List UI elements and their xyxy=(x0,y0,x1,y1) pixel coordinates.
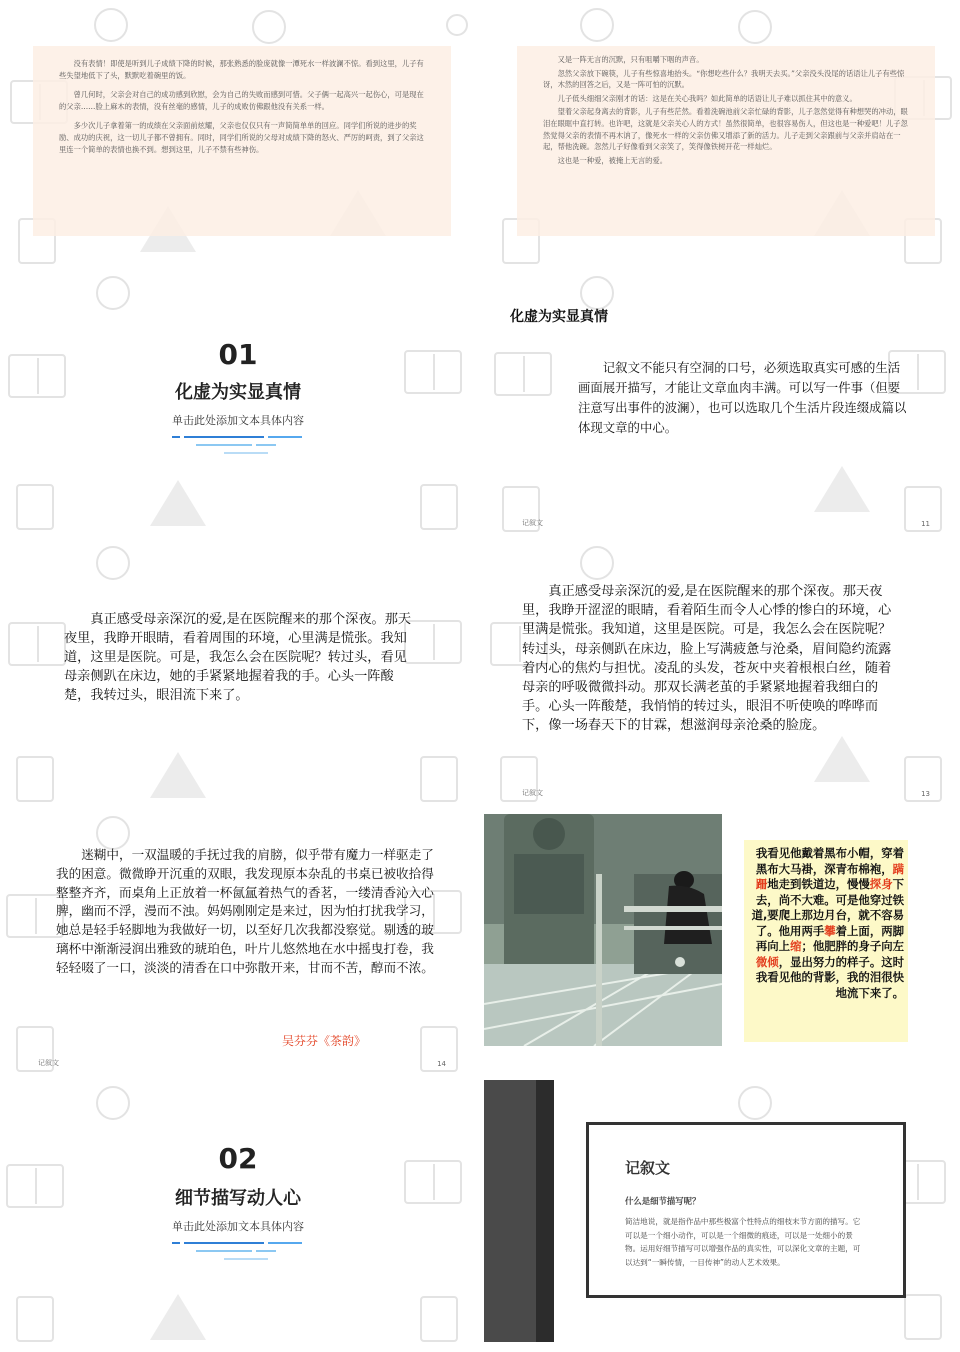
page-number: 13 xyxy=(921,790,930,798)
da-book-icon xyxy=(420,1296,458,1342)
definition-card xyxy=(586,1122,906,1298)
card-question: 什么是细节描写呢？ xyxy=(625,1196,701,1206)
section-title: 细节描写动人心 xyxy=(175,1188,301,1209)
calendar-icon xyxy=(580,546,614,580)
calendar-icon xyxy=(94,8,128,42)
paragraph: 忽然父亲放下碗筷，儿子有些惊喜地抬头。“你想吃些什么？我明天去买。”父亲没头没尾的话语让儿子有些惊讶，木然的回答之后，又是一阵可怕的沉默。 xyxy=(543,68,905,90)
section-subtitle[interactable]: 单击此处添加文本具体内容 xyxy=(172,1220,304,1233)
page-number: 14 xyxy=(437,1060,446,1068)
page-number: 11 xyxy=(921,520,930,528)
quote-text: ，显出努力的样子。这时我看见他的背影，我的泪很快地流下来了。 xyxy=(755,954,904,1000)
calendar-icon xyxy=(580,8,614,42)
quote-text: 我看见他戴着黑布小帽，穿着黑布大马褂，深青布棉袍， xyxy=(755,846,904,876)
slide-6 xyxy=(484,540,960,806)
section-number: 01 xyxy=(218,338,258,371)
slide-9 xyxy=(0,1080,476,1346)
story-panel xyxy=(517,46,935,236)
slide-body xyxy=(522,582,892,736)
paragraph: 望着父亲起身离去的背影，儿子有些茫然。看着洗碗池前父亲忙碌的背影，儿子忽然觉得有种想哭的冲动，眼泪在眼眶中直打转。也许吧，这就是父亲关心人的方式！虽然很简单，也很容易伤人，但这也是一种爱吧！儿子忽然觉得父亲的表情不再木讷了，像死水一样的父亲仿佛又增添了新的活力。儿子走到父亲跟前与父亲并肩站在一起，帮他洗碗。忽然儿子好像看到父亲笑了，笑得像铁树开花一样灿烂。 xyxy=(543,107,908,152)
calendar-icon xyxy=(738,1086,772,1120)
calendar-icon xyxy=(96,276,130,310)
paragraph: 这也是一种爱，被掩上无言的爱。 xyxy=(557,155,668,165)
highlight-verb: 蹒跚 xyxy=(755,861,904,891)
slide-body xyxy=(64,610,414,705)
quote-box xyxy=(744,840,908,1042)
station-illustration xyxy=(484,814,722,1046)
book-icon xyxy=(494,352,552,396)
calendar-icon xyxy=(252,10,286,44)
paragraph: 多少次儿子拿着第一的成绩在父亲面前炫耀，父亲也仅仅只有一声简简单单的回应。同学们所说的进步的奖励、成功的庆祝，这一切儿子都不曾拥有。同时，同学们所说的父母对成绩下降的怒火、严厉的呵责，到了父亲这里连一个简单的表情也换不到。想到这里，儿子不禁有些神伤。 xyxy=(59,120,424,155)
paragraph: 迷糊中，一双温暖的手抚过我的肩膀，似乎带有魔力一样驱走了我的困意。微微睁开沉重的双眼，我发现原本杂乱的书桌已被收拾得整整齐齐，而桌角上正放着一杯氤氲着热气的香茗，一缕清香沁入心脾，幽而不浮，漫而不浊。妈妈刚刚定是来过，因为怕打扰我学习，她总是轻手轻脚地为我做好一切，以至好几次我都没察觉。剔透的玻璃杯中渐渐浸润出雅致的琥珀色，叶片儿悠然地在水中摇曳打卷，我轻轻啜了一口，淡淡的清香在口中弥散开来，甘而不苦，醇而不浓。 xyxy=(56,847,434,975)
dark-sidebar-stripe xyxy=(536,1080,554,1342)
quote-text: 下去，尚不大难。可是他穿过铁道,要爬上那边月台，就不容易了。他用两手 xyxy=(751,877,904,938)
calendar-icon xyxy=(738,10,772,44)
ab-book-icon xyxy=(16,1296,54,1342)
highlight-verb: 微倾 xyxy=(755,954,779,969)
calendar-icon xyxy=(96,546,130,580)
paragraph: 儿子低头细细父亲刚才的话：这是在关心我吗？如此简单的话语让儿子难以抓住其中的意义。 xyxy=(557,93,857,103)
slide-4 xyxy=(484,270,960,536)
da-book-icon xyxy=(904,1294,942,1340)
bulb-icon xyxy=(446,14,468,36)
footer-label: 记叙文 xyxy=(522,519,543,527)
triangle-ruler-icon xyxy=(150,480,206,526)
calendar-icon xyxy=(96,816,130,850)
calendar-icon xyxy=(96,1086,130,1120)
paragraph: 没有表情！即使是听到儿子成绩下降的时候，那张熟悉的脸庞就像一潭死水一样波澜不惊。看到这里，儿子有些失望地低下了头，默默吃着碗里的饭。 xyxy=(59,59,424,81)
card-body: 简洁地说，就是指作品中那些极富个性特点的细枝末节方面的描写。它可以是一个细小动作，可以是一个细微的痕迹，可以是一处细小的景物。运用好细节描写可以增强作品的真实性，可以深化文章的主题，可以达到“一瞬传情，一目传神”的动人艺术效果。 xyxy=(625,1217,861,1267)
triangle-ruler-icon xyxy=(150,1294,206,1340)
slide-body: 记叙文不能只有空洞的口号，必须选取真实可感的生活画面展开描写，才能让文章血肉丰满。可以写一件事（但要注意写出事件的波澜），也可以选取几个生活片段连缀成篇以体现文章的中心。 xyxy=(578,360,907,435)
ab-book-icon xyxy=(16,484,54,530)
footer-label: 记叙文 xyxy=(38,1059,59,1067)
triangle-ruler-icon xyxy=(814,466,870,512)
slide-1 xyxy=(0,0,476,266)
slide-10 xyxy=(484,1080,960,1346)
section-number: 02 xyxy=(218,1142,258,1175)
slide-3 xyxy=(0,270,476,536)
ab-book-icon xyxy=(16,756,54,802)
section-title: 化虚为实显真情 xyxy=(175,382,301,403)
triangle-ruler-icon xyxy=(814,736,870,782)
station-illustration-svg xyxy=(484,814,722,1046)
story-panel xyxy=(33,46,451,236)
attribution: 吴芬芬《茶韵》 xyxy=(282,1034,367,1048)
slide-body xyxy=(56,846,436,978)
highlight-verb: 攀 xyxy=(824,923,836,938)
paragraph: 真正感受母亲深沉的爱,是在医院醒来的那个深夜。那天夜里，我睁开眼睛，看着周围的环境，心里满是慌张。我知道，这里是医院。可是，我怎么会在医院呢？转过头，看见母亲侧趴在床边，她的手紧紧地握着我的手。心头一阵酸楚，我转过头，眼泪流下来了。 xyxy=(64,612,412,703)
highlight-verb: 缩 xyxy=(790,939,802,953)
book-icon xyxy=(8,622,66,666)
paragraph: 又是一阵无言的沉默，只有咀嚼下咽的声音。 xyxy=(557,55,704,64)
quote-text: 着上面，两脚再向上 xyxy=(755,923,904,953)
slide-2 xyxy=(484,0,960,266)
quote-text: 地走到铁道边，慢慢 xyxy=(767,877,870,891)
slide-8 xyxy=(484,810,960,1076)
triangle-ruler-icon xyxy=(150,752,206,798)
highlight-verb: 探身 xyxy=(869,877,893,891)
da-book-icon xyxy=(420,484,458,530)
calendar-icon xyxy=(580,276,614,310)
paragraph: 真正感受母亲深沉的爱,是在医院醒来的那个深夜。那天夜里，我睁开涩涩的眼睛，看着陌生而令人心悸的惨白的环境，心里满是慌张。我知道，这里是医院。可是，我怎么会在医院呢？转过头，母亲侧趴在床边，脸上写满疲惫与沧桑，眉间隐约流露着内心的焦灼与担忧。凌乱的头发，苍灰中夹着根根白丝，随着母亲的呼吸微微抖动。那双长满老茧的手紧紧地握着我细白的手。心头一阵酸楚，我悄悄的转过头，眼泪不听使唤的哗哗而下，像一场春天下的甘霖，想滋润母亲沧桑的脸庞。 xyxy=(522,584,892,734)
slide-title: 化虚为实显真情 xyxy=(510,309,608,325)
footer-label: 记叙文 xyxy=(522,789,543,797)
slide-7 xyxy=(0,810,476,1076)
paragraph: 曾几何时，父亲会对自己的成功感到欣慰，会为自己的失败而感到可惜。父子俩一起高兴一起伤心，可是现在的父亲……脸上麻木的表情，没有丝毫的感情，儿子的成败仿佛跟他没有关系一样。 xyxy=(59,89,424,112)
da-book-icon xyxy=(420,756,458,802)
card-heading: 记叙文 xyxy=(625,1159,671,1177)
quote-text: ；他肥胖的身子向左 xyxy=(801,939,904,953)
slide-5 xyxy=(0,540,476,806)
section-subtitle[interactable]: 单击此处添加文本具体内容 xyxy=(172,414,304,427)
